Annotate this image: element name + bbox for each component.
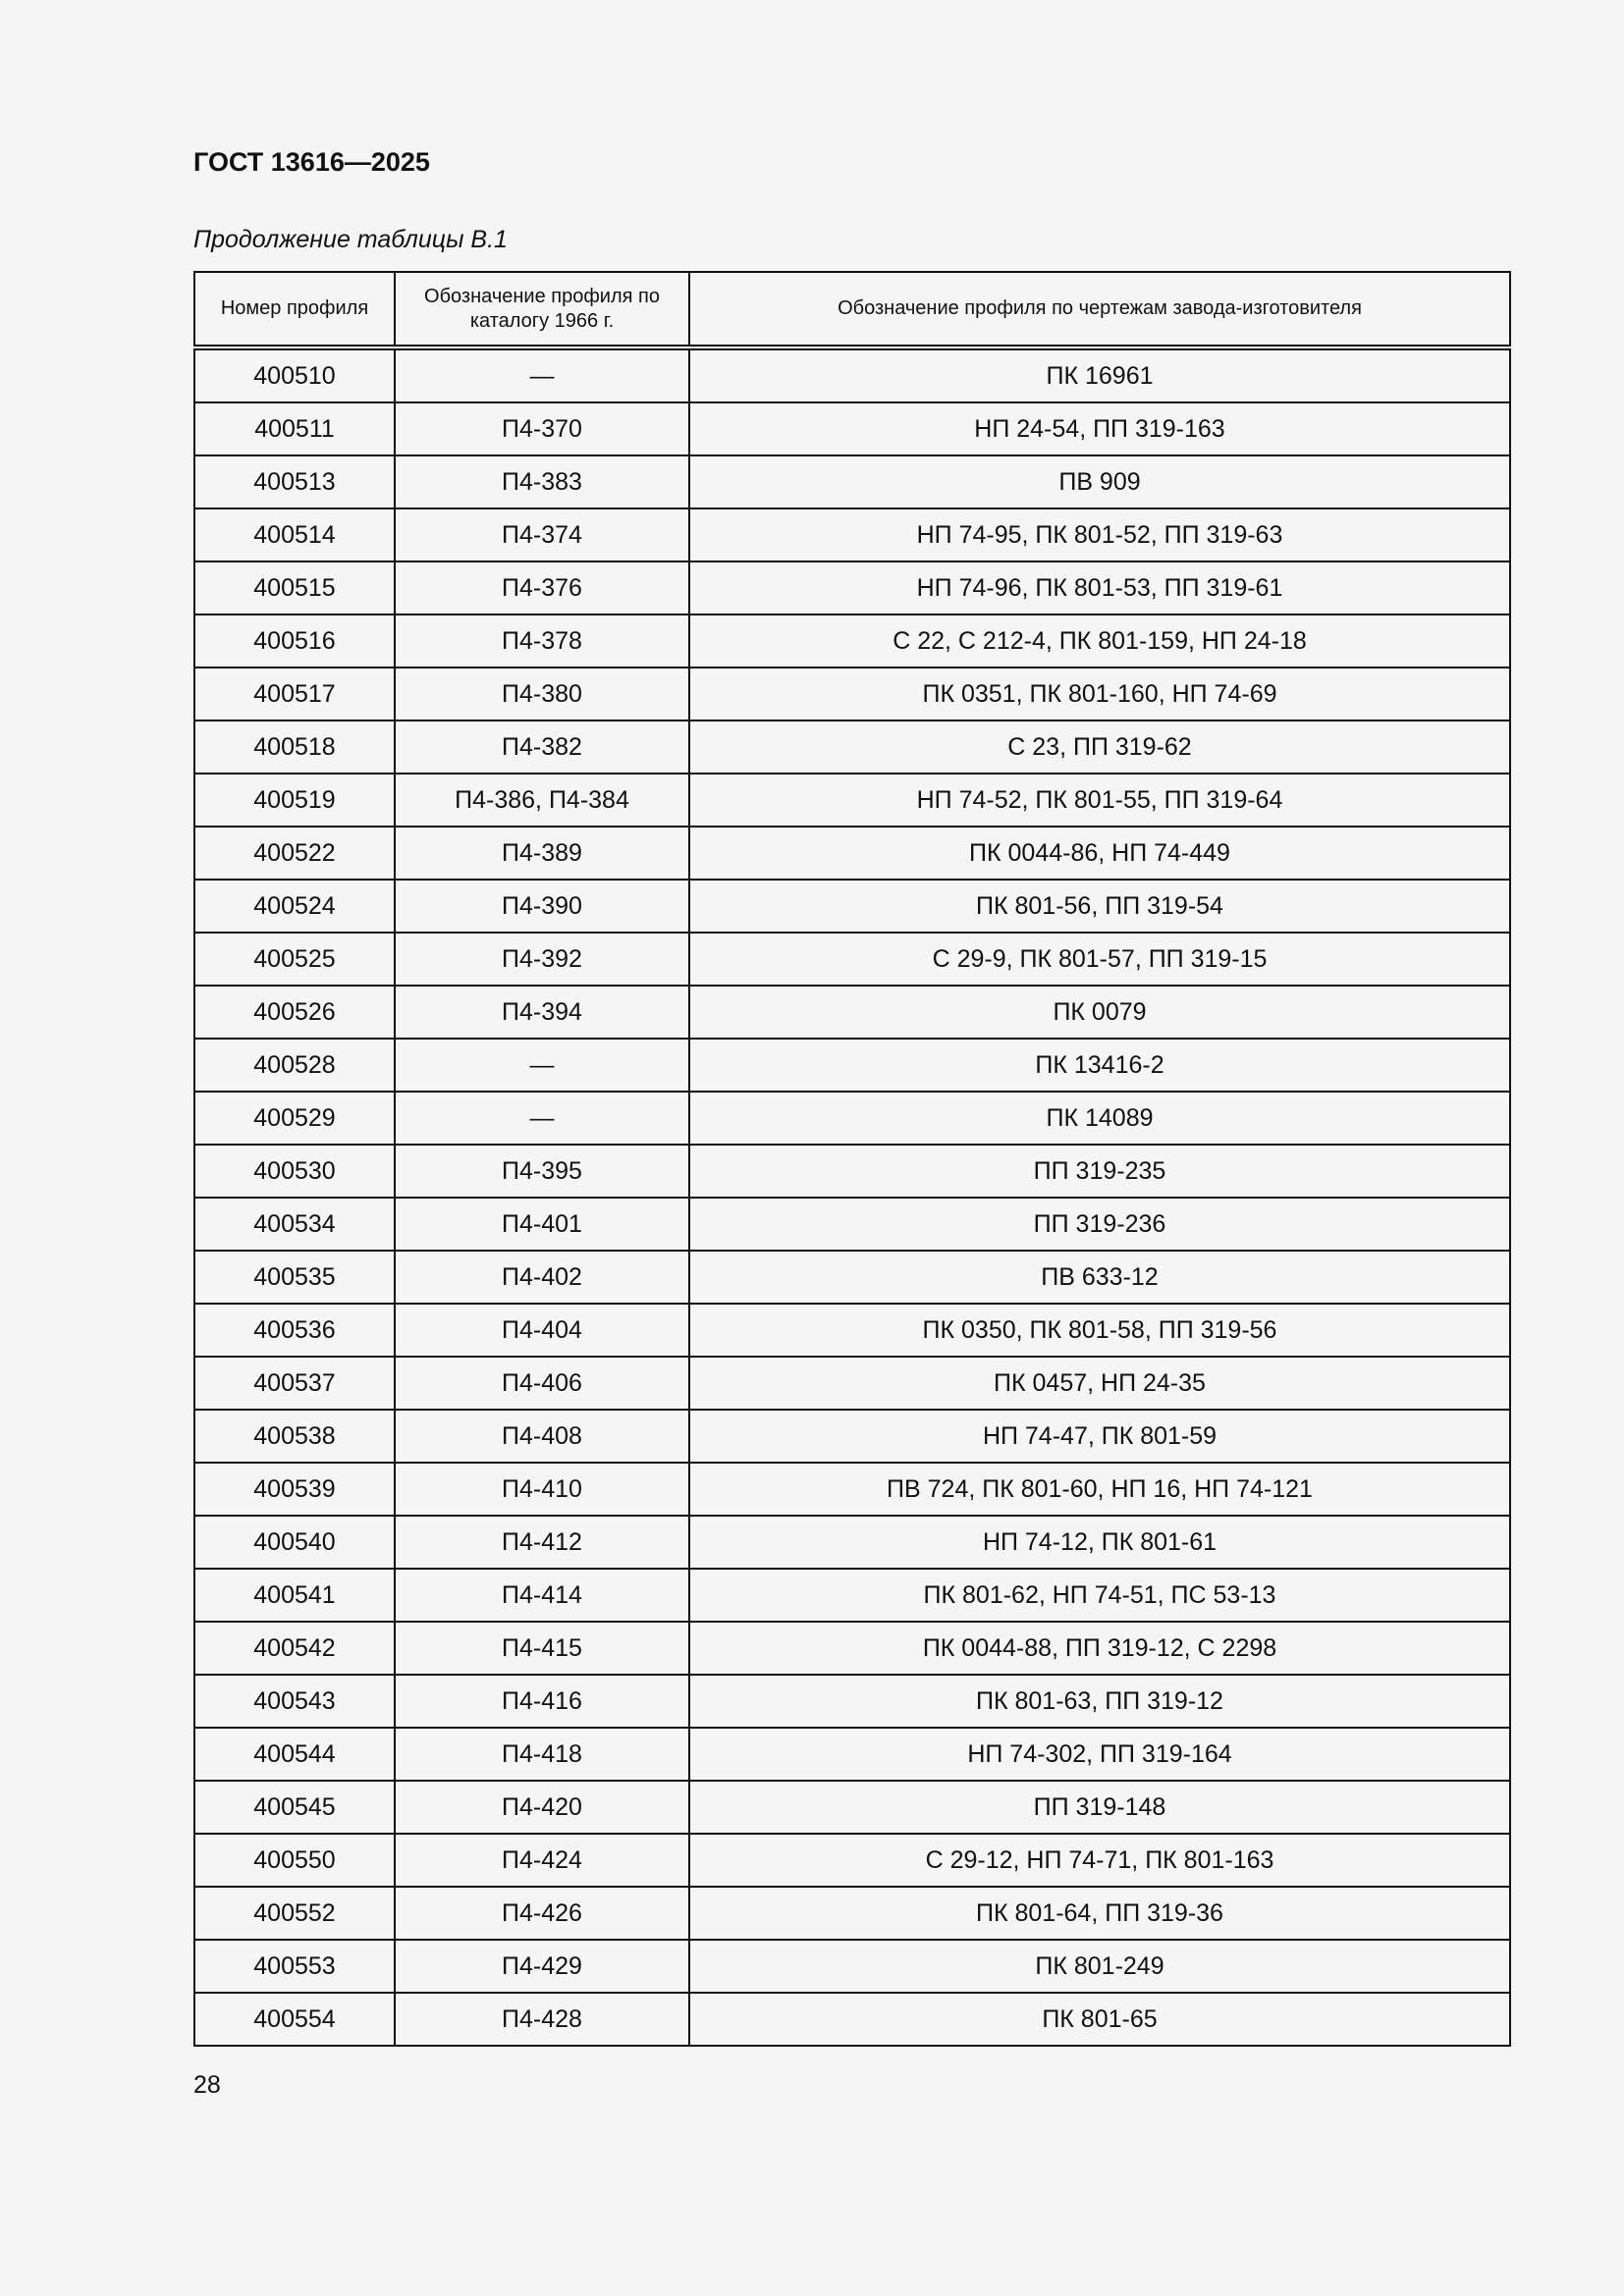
factory-designation-cell: ПК 14089 xyxy=(689,1092,1510,1145)
catalog-designation-cell: П4-418 xyxy=(395,1728,689,1781)
factory-designation-cell: ПК 0457, НП 24-35 xyxy=(689,1357,1510,1410)
catalog-designation-cell: П4-410 xyxy=(395,1463,689,1516)
catalog-designation-cell: П4-408 xyxy=(395,1410,689,1463)
table-header-row xyxy=(194,272,1510,347)
table-row xyxy=(194,667,1510,721)
table-row xyxy=(194,1781,1510,1834)
profile-number-cell: 400554 xyxy=(194,1993,395,2046)
catalog-designation-cell: П4-380 xyxy=(395,667,689,721)
profile-number-cell: 400518 xyxy=(194,721,395,774)
catalog-designation-cell: П4-394 xyxy=(395,986,689,1039)
factory-designation-cell: НП 74-52, ПК 801-55, ПП 319-64 xyxy=(689,774,1510,827)
factory-designation-cell: ПК 801-62, НП 74-51, ПС 53-13 xyxy=(689,1569,1510,1622)
profile-number-cell: 400552 xyxy=(194,1887,395,1940)
catalog-designation-cell: П4-404 xyxy=(395,1304,689,1357)
table-caption: Продолжение таблицы В.1 xyxy=(193,226,508,253)
table-row xyxy=(194,1887,1510,1940)
catalog-designation-cell: П4-406 xyxy=(395,1357,689,1410)
catalog-designation-cell: П4-429 xyxy=(395,1940,689,1993)
factory-designation-cell: ПП 319-235 xyxy=(689,1145,1510,1198)
table-row xyxy=(194,1145,1510,1198)
factory-designation-cell: ПК 801-63, ПП 319-12 xyxy=(689,1675,1510,1728)
factory-designation-cell: С 29-9, ПК 801-57, ПП 319-15 xyxy=(689,933,1510,986)
catalog-designation-cell: П4-376 xyxy=(395,561,689,614)
catalog-designation-cell: П4-414 xyxy=(395,1569,689,1622)
catalog-designation-cell: — xyxy=(395,347,689,402)
catalog-designation-cell: П4-402 xyxy=(395,1251,689,1304)
table-row xyxy=(194,402,1510,455)
profile-number-cell: 400525 xyxy=(194,933,395,986)
factory-designation-cell: ПВ 633-12 xyxy=(689,1251,1510,1304)
table-row xyxy=(194,933,1510,986)
factory-designation-cell: ПВ 724, ПК 801-60, НП 16, НП 74-121 xyxy=(689,1463,1510,1516)
table-row xyxy=(194,1251,1510,1304)
factory-designation-cell: С 23, ПП 319-62 xyxy=(689,721,1510,774)
profile-number-cell: 400535 xyxy=(194,1251,395,1304)
profile-number-cell: 400539 xyxy=(194,1463,395,1516)
profile-number-cell: 400534 xyxy=(194,1198,395,1251)
catalog-designation-cell: — xyxy=(395,1039,689,1092)
profile-number-cell: 400524 xyxy=(194,880,395,933)
profile-number-cell: 400528 xyxy=(194,1039,395,1092)
profile-number-cell: 400522 xyxy=(194,827,395,880)
profile-number-cell: 400526 xyxy=(194,986,395,1039)
factory-designation-cell: ПК 0044-88, ПП 319-12, С 2298 xyxy=(689,1622,1510,1675)
table-row xyxy=(194,1622,1510,1675)
catalog-designation-cell: П4-424 xyxy=(395,1834,689,1887)
factory-designation-cell: ПК 13416-2 xyxy=(689,1039,1510,1092)
column-header-profile-number: Номер профиля xyxy=(194,272,395,347)
profile-number-cell: 400519 xyxy=(194,774,395,827)
factory-designation-cell: ПК 0350, ПК 801-58, ПП 319-56 xyxy=(689,1304,1510,1357)
catalog-designation-cell: — xyxy=(395,1092,689,1145)
catalog-designation-cell: П4-420 xyxy=(395,1781,689,1834)
table-row xyxy=(194,1463,1510,1516)
table-row xyxy=(194,1039,1510,1092)
table-row xyxy=(194,1516,1510,1569)
factory-designation-cell: ПК 16961 xyxy=(689,347,1510,402)
factory-designation-cell: ПК 0044-86, НП 74-449 xyxy=(689,827,1510,880)
table-row xyxy=(194,614,1510,667)
table-row xyxy=(194,1834,1510,1887)
catalog-designation-cell: П4-382 xyxy=(395,721,689,774)
catalog-designation-cell: П4-386, П4-384 xyxy=(395,774,689,827)
table-row xyxy=(194,347,1510,402)
factory-designation-cell: НП 74-12, ПК 801-61 xyxy=(689,1516,1510,1569)
factory-designation-cell: НП 74-47, ПК 801-59 xyxy=(689,1410,1510,1463)
factory-designation-cell: ПК 801-64, ПП 319-36 xyxy=(689,1887,1510,1940)
profile-number-cell: 400511 xyxy=(194,402,395,455)
catalog-designation-cell: П4-426 xyxy=(395,1887,689,1940)
document-title: ГОСТ 13616—2025 xyxy=(193,147,430,177)
table-row xyxy=(194,561,1510,614)
profile-number-cell: 400530 xyxy=(194,1145,395,1198)
table-row xyxy=(194,986,1510,1039)
catalog-designation-cell: П4-378 xyxy=(395,614,689,667)
factory-designation-cell: ПВ 909 xyxy=(689,455,1510,508)
table-row xyxy=(194,1304,1510,1357)
factory-designation-cell: ПП 319-236 xyxy=(689,1198,1510,1251)
catalog-designation-cell: П4-401 xyxy=(395,1198,689,1251)
catalog-designation-cell: П4-415 xyxy=(395,1622,689,1675)
profile-number-cell: 400553 xyxy=(194,1940,395,1993)
table-row xyxy=(194,774,1510,827)
catalog-designation-cell: П4-383 xyxy=(395,455,689,508)
profile-number-cell: 400515 xyxy=(194,561,395,614)
catalog-designation-cell: П4-370 xyxy=(395,402,689,455)
profile-number-cell: 400541 xyxy=(194,1569,395,1622)
table-row xyxy=(194,455,1510,508)
profile-number-cell: 400545 xyxy=(194,1781,395,1834)
catalog-designation-cell: П4-428 xyxy=(395,1993,689,2046)
catalog-designation-cell: П4-392 xyxy=(395,933,689,986)
column-header-catalog-1966: Обозначение профиля по каталогу 1966 г. xyxy=(395,272,689,347)
catalog-designation-cell: П4-374 xyxy=(395,508,689,561)
profile-number-cell: 400537 xyxy=(194,1357,395,1410)
catalog-designation-cell: П4-390 xyxy=(395,880,689,933)
table-row xyxy=(194,1569,1510,1622)
table-row xyxy=(194,1940,1510,1993)
page-number: 28 xyxy=(193,2071,221,2099)
profile-number-cell: 400517 xyxy=(194,667,395,721)
factory-designation-cell: НП 74-96, ПК 801-53, ПП 319-61 xyxy=(689,561,1510,614)
profile-number-cell: 400529 xyxy=(194,1092,395,1145)
table-row xyxy=(194,1993,1510,2046)
factory-designation-cell: НП 24-54, ПП 319-163 xyxy=(689,402,1510,455)
column-header-factory-drawings: Обозначение профиля по чертежам завода-изготовителя xyxy=(689,272,1510,347)
profile-number-cell: 400514 xyxy=(194,508,395,561)
catalog-designation-cell: П4-389 xyxy=(395,827,689,880)
table-row xyxy=(194,1357,1510,1410)
factory-designation-cell: ПК 0079 xyxy=(689,986,1510,1039)
profile-number-cell: 400550 xyxy=(194,1834,395,1887)
profile-number-cell: 400538 xyxy=(194,1410,395,1463)
profile-number-cell: 400536 xyxy=(194,1304,395,1357)
factory-designation-cell: ПК 801-56, ПП 319-54 xyxy=(689,880,1510,933)
factory-designation-cell: ПП 319-148 xyxy=(689,1781,1510,1834)
profile-table xyxy=(193,271,1511,2047)
catalog-designation-cell: П4-412 xyxy=(395,1516,689,1569)
factory-designation-cell: НП 74-95, ПК 801-52, ПП 319-63 xyxy=(689,508,1510,561)
profile-number-cell: 400542 xyxy=(194,1622,395,1675)
table-row xyxy=(194,1675,1510,1728)
profile-number-cell: 400510 xyxy=(194,347,395,402)
table-row xyxy=(194,1092,1510,1145)
table-row xyxy=(194,1728,1510,1781)
factory-designation-cell: ПК 801-65 xyxy=(689,1993,1510,2046)
factory-designation-cell: С 29-12, НП 74-71, ПК 801-163 xyxy=(689,1834,1510,1887)
profile-number-cell: 400513 xyxy=(194,455,395,508)
table-row xyxy=(194,1410,1510,1463)
profile-number-cell: 400543 xyxy=(194,1675,395,1728)
profile-number-cell: 400516 xyxy=(194,614,395,667)
profile-number-cell: 400544 xyxy=(194,1728,395,1781)
profile-number-cell: 400540 xyxy=(194,1516,395,1569)
factory-designation-cell: С 22, С 212-4, ПК 801-159, НП 24-18 xyxy=(689,614,1510,667)
factory-designation-cell: НП 74-302, ПП 319-164 xyxy=(689,1728,1510,1781)
catalog-designation-cell: П4-395 xyxy=(395,1145,689,1198)
table-row xyxy=(194,827,1510,880)
table-row xyxy=(194,880,1510,933)
table-row xyxy=(194,721,1510,774)
factory-designation-cell: ПК 0351, ПК 801-160, НП 74-69 xyxy=(689,667,1510,721)
table-row xyxy=(194,1198,1510,1251)
factory-designation-cell: ПК 801-249 xyxy=(689,1940,1510,1993)
table-row xyxy=(194,508,1510,561)
catalog-designation-cell: П4-416 xyxy=(395,1675,689,1728)
